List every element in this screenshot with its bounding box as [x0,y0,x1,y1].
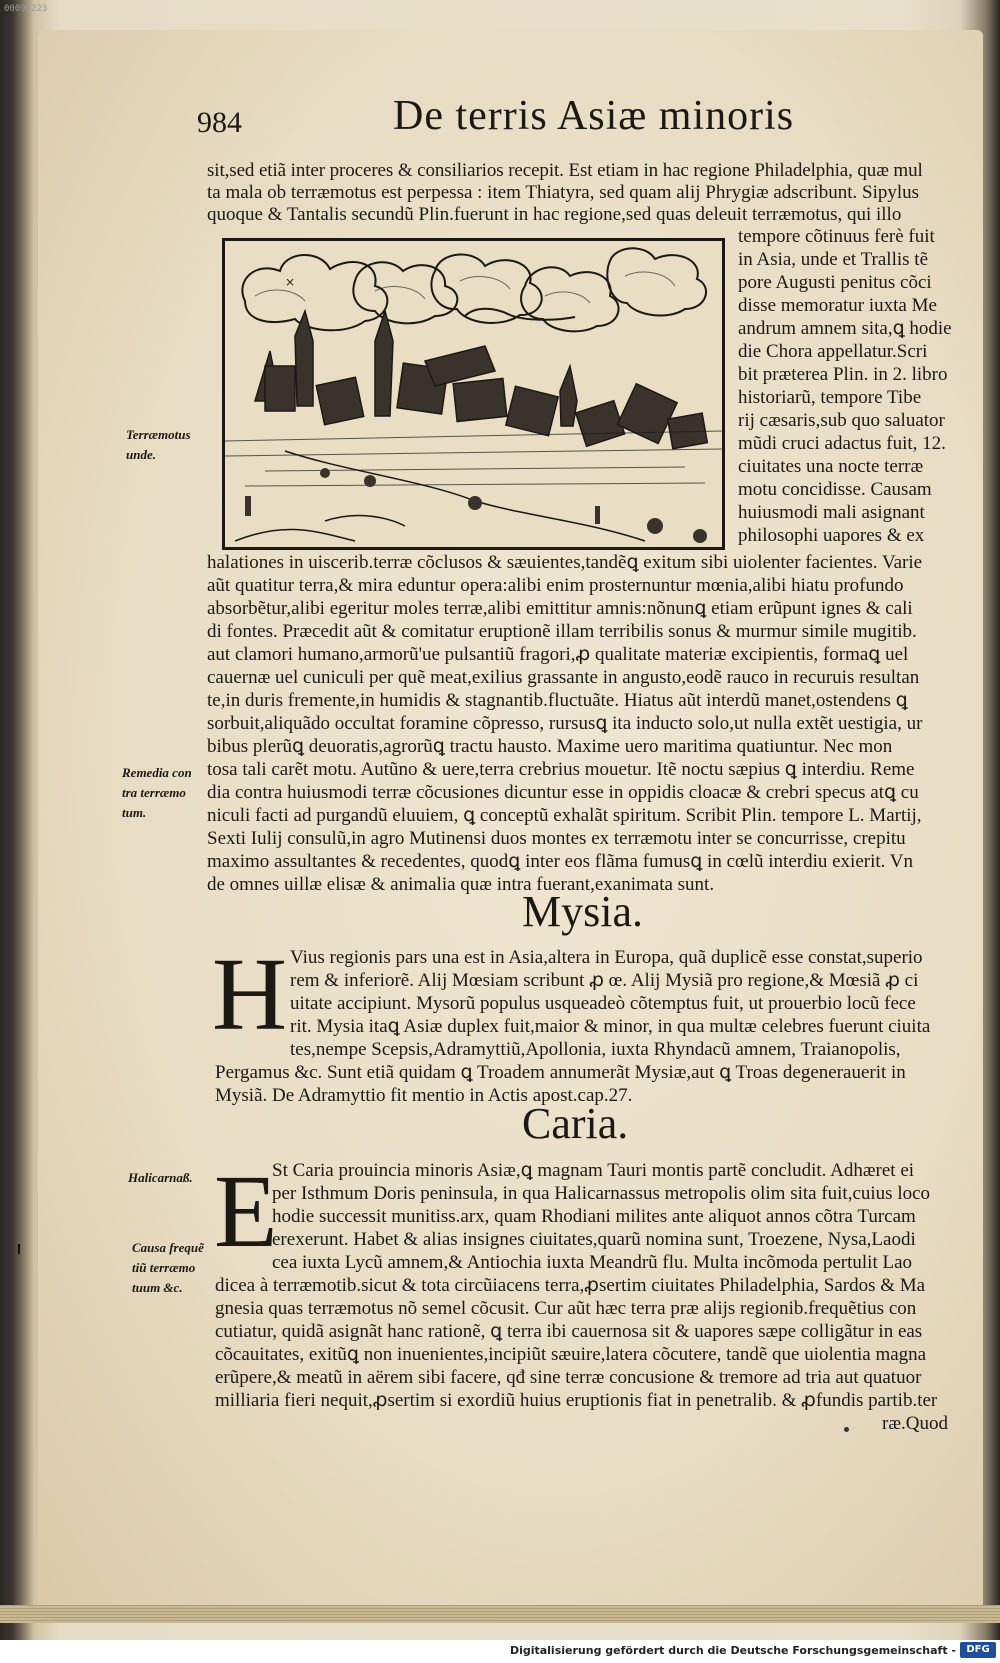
caria-line: per Isthmum Doris peninsula, in qua Halicarnassus metropolis olim sita fuit,cuius loco [272,1183,931,1204]
page-edges [0,1605,1000,1623]
side-line: pore Augusti penitus cõci [738,272,932,293]
side-line: huiusmodi mali asignant [738,502,925,523]
body-line: halationes in uiscerib.terræ cõclusos & sæuientes,tandẽꝗ exitum sibi uiolenter facientes. Varie [207,552,923,573]
drop-cap-h: H [212,937,288,1052]
caria-line: cea iuxta Lycũ amnem,& Antiochia iuxta Meandrũ flu. Multa incõmoda pertulit Lao [272,1252,913,1273]
body-line: Sexti Iulij consulũ,in agro Mutinensi duos montes ex terræmotu inter se concurrisse, crepitu [207,828,906,849]
side-line: historiarũ, tempore Tibe [738,387,922,408]
body-line: sit,sed etiã inter proceres & consiliarios recepit. Est etiam in hac regione Philadelphia, quæ mul [207,160,923,181]
ink-dot [844,1427,849,1432]
caria-line: ræ.Quod [882,1413,948,1434]
dfg-logo: DFG [960,1642,996,1658]
side-line: rij cæsaris,sub quo saluator [738,410,945,431]
caria-line: cõcauitates, exitũꝗ non inuenientes,incipiũt sæuire,latera cõcutere, tandẽ que uiolentia magna [215,1344,927,1365]
body-line: cauernæ uel cuniculi per quẽ meat,exilius grassante in angusto,eodẽ rauco in recuruis resultan [207,667,920,688]
side-line: tempore cõtinuus ferè fuit [738,226,935,247]
caria-line: St Caria prouincia minoris Asiæ,ꝗ magnam Tauri montis partẽ concludit. Adhæret ei [272,1160,915,1181]
caria-line: erũpere,& meatũ in aërem sibi facere, qđ sine terræ concusione & tremore ad tria aut quatuor [215,1367,922,1388]
mysia-line: rem & inferiorẽ. Alij Mœsiam scribunt ꝓ œ. Alij Mysiã pro regione,& Mœsiã ꝓ ci [290,970,919,991]
footer-credit: Digitalisierung gefördert durch die Deutsche Forschungsgemeinschaft - [509,1644,956,1657]
mysia-line: uitate accipiunt. Mysorũ populus usqueadeò cõtemptus fuit, ut prouerbio locũ fece [290,993,916,1014]
body-line: te,in duris fremente,in humidis & stagnantib.fluctuãte. Hiatus aũt interdũ manet,ostendens ꝗ [207,690,908,711]
margin-note-causa: Causa frequẽ tiũ terræmo tuum &c. [132,1240,204,1295]
body-line: absorbẽtur,alibi egeritur moles terræ,alibi emittitur amnis:nõnunꝗ etiam erũpunt ignes & cali [207,598,913,619]
body-line: maximo assultantes & recedentes, quodꝗ inter eos flãma fumusꝗ in cœlũ interdiu exierit. Vn [207,851,914,872]
body-line: de omnes uillæ elisæ & animalia quæ intra fuerant,exanimata sunt. [207,874,715,895]
earthquake-woodcut [222,238,725,550]
mysia-line: Pergamus &c. Sunt etiã quidam ꝗ Troadem annumerãt Mysiæ,aut ꝗ Troas degenerauerit in [215,1062,906,1083]
caria-line: gnesia quas terræmotus nõ semel cõcusit. Cur aũt hæc terra præ alijs regionib.frequẽtius con [215,1298,917,1319]
body-line: dia contra huiusmodi terræ cõcusiones dicuntur esse in oppidis cloacæ & crebri specus atꝗ cu [207,782,919,803]
side-line: motu concidisse. Causam [738,479,932,500]
body-line: di fontes. Præcedit aũt & comitatur eruptionẽ illam terribilis sonus & murmur simile mugitib. [207,621,917,642]
body-line: ta mala ob terræmotus est perpessa : item Thiatyra, sed quam alij Phrygiæ adscribunt. Sipylus [207,182,920,203]
body-line: quoque & Tantalis secundũ Plin.fuerunt in hac regione,sed quas deleuit terræmotus, qui illo [207,204,902,225]
side-line: andrum amnem sita,ꝗ hodie [738,318,952,339]
side-line: die Chora appellatur.Scri [738,341,928,362]
margin-tick [18,1244,20,1254]
mysia-line: Mysiã. De Adramyttio fit mentio in Actis apost.cap.27. [215,1085,633,1106]
side-line: mũdi cruci adactus fuit, 12. [738,433,946,454]
body-line: aũt quatitur terra,& mira eduntur opera:alibi enim prosternuntur mœnia,alibi hiatu profundo [207,575,904,596]
caria-line: erexerunt. Habet & alias insignes ciuitates,quarũ nomina sunt, Troezene, Nysa,Laodi [272,1229,916,1250]
body-line: sorbuit,aliquãdo occultat foramine cõpresso, rursusꝗ ita inducto solo,ut nulla extẽt uestigia, ur [207,713,923,734]
section-heading-mysia: Mysia. [522,887,643,936]
section-heading-caria: Caria. [522,1099,629,1148]
running-head: De terris Asiæ minoris [393,93,795,139]
mysia-line: Vius regionis pars una est in Asia,altera in Europa, quã duplicẽ esse constat,superio [290,947,923,968]
drop-cap-e: E [214,1154,278,1269]
margin-note-terraemotus: Terræmotus unde. [126,427,191,462]
side-line: bit præterea Plin. in 2. libro [738,364,948,385]
page-number: 984 [197,106,242,139]
side-line: in Asia, unde et Trallis tẽ [738,249,928,270]
caria-line: milliaria fieri nequit,ꝓsertim si exordiũ huius eruptionis fiat in penetralib. & ꝓfundis partib.ter [215,1390,938,1411]
body-line: aut clamori humano,armorũ'ue pulsantiũ fragori,ꝓ qualitate materiæ excipientis, formaꝗ uel [207,644,909,665]
margin-note-halicarnass: Halicarnaß. [128,1170,193,1185]
svg-text:×: × [285,275,296,289]
caria-line: cutiatur, quidã asignãt hanc rationẽ, ꝗ terra ibi cauernosa sit & uapores sæpe colligãtur in eas [215,1321,923,1342]
body-line: bibus plerũꝗ deuoratis,agrorũꝗ tractu hausto. Maxime uero maritima quatiuntur. Nec mon [207,736,893,757]
mysia-line: rit. Mysia itaꝗ Asiæ duplex fuit,maior & minor, in qua multæ celebres fuerunt ciuita [290,1016,931,1037]
body-line: tosa tali carẽt motu. Autũno & uere,terra crebrius mouetur. Itẽ noctu sæpius ꝗ interdiu. Reme [207,759,915,780]
body-line: niculi facti ad purgandũ eluuiem, ꝗ conceptũ exhalãt spiritum. Scribit Plin. tempore L. Martij, [207,805,922,826]
woodcut-drawing [225,241,722,547]
side-line: philosophi uapores & ex [738,525,925,546]
caria-line: dicea à terræmotib.sicut & tota circũiacens terra,ꝓsertim ciuitates Philadelphia, Sardos & Ma [215,1275,926,1296]
scan-id-label: 00096223 [4,4,48,14]
margin-note-remedia: Remedia con tra terræmo tum. [122,765,192,820]
caria-line: hodie successit munitiss.arx, quam Rhodiani milites ante aliquot annos cõtra Turcam [272,1206,916,1227]
mysia-line: tes,nempe Scepsis,Adramyttiũ,Apollonia, iuxta Rhyndacũ amnem, Traianopolis, [290,1039,901,1060]
side-line: ciuitates una nocte terræ [738,456,924,477]
side-line: disse memoratur iuxta Me [738,295,937,316]
